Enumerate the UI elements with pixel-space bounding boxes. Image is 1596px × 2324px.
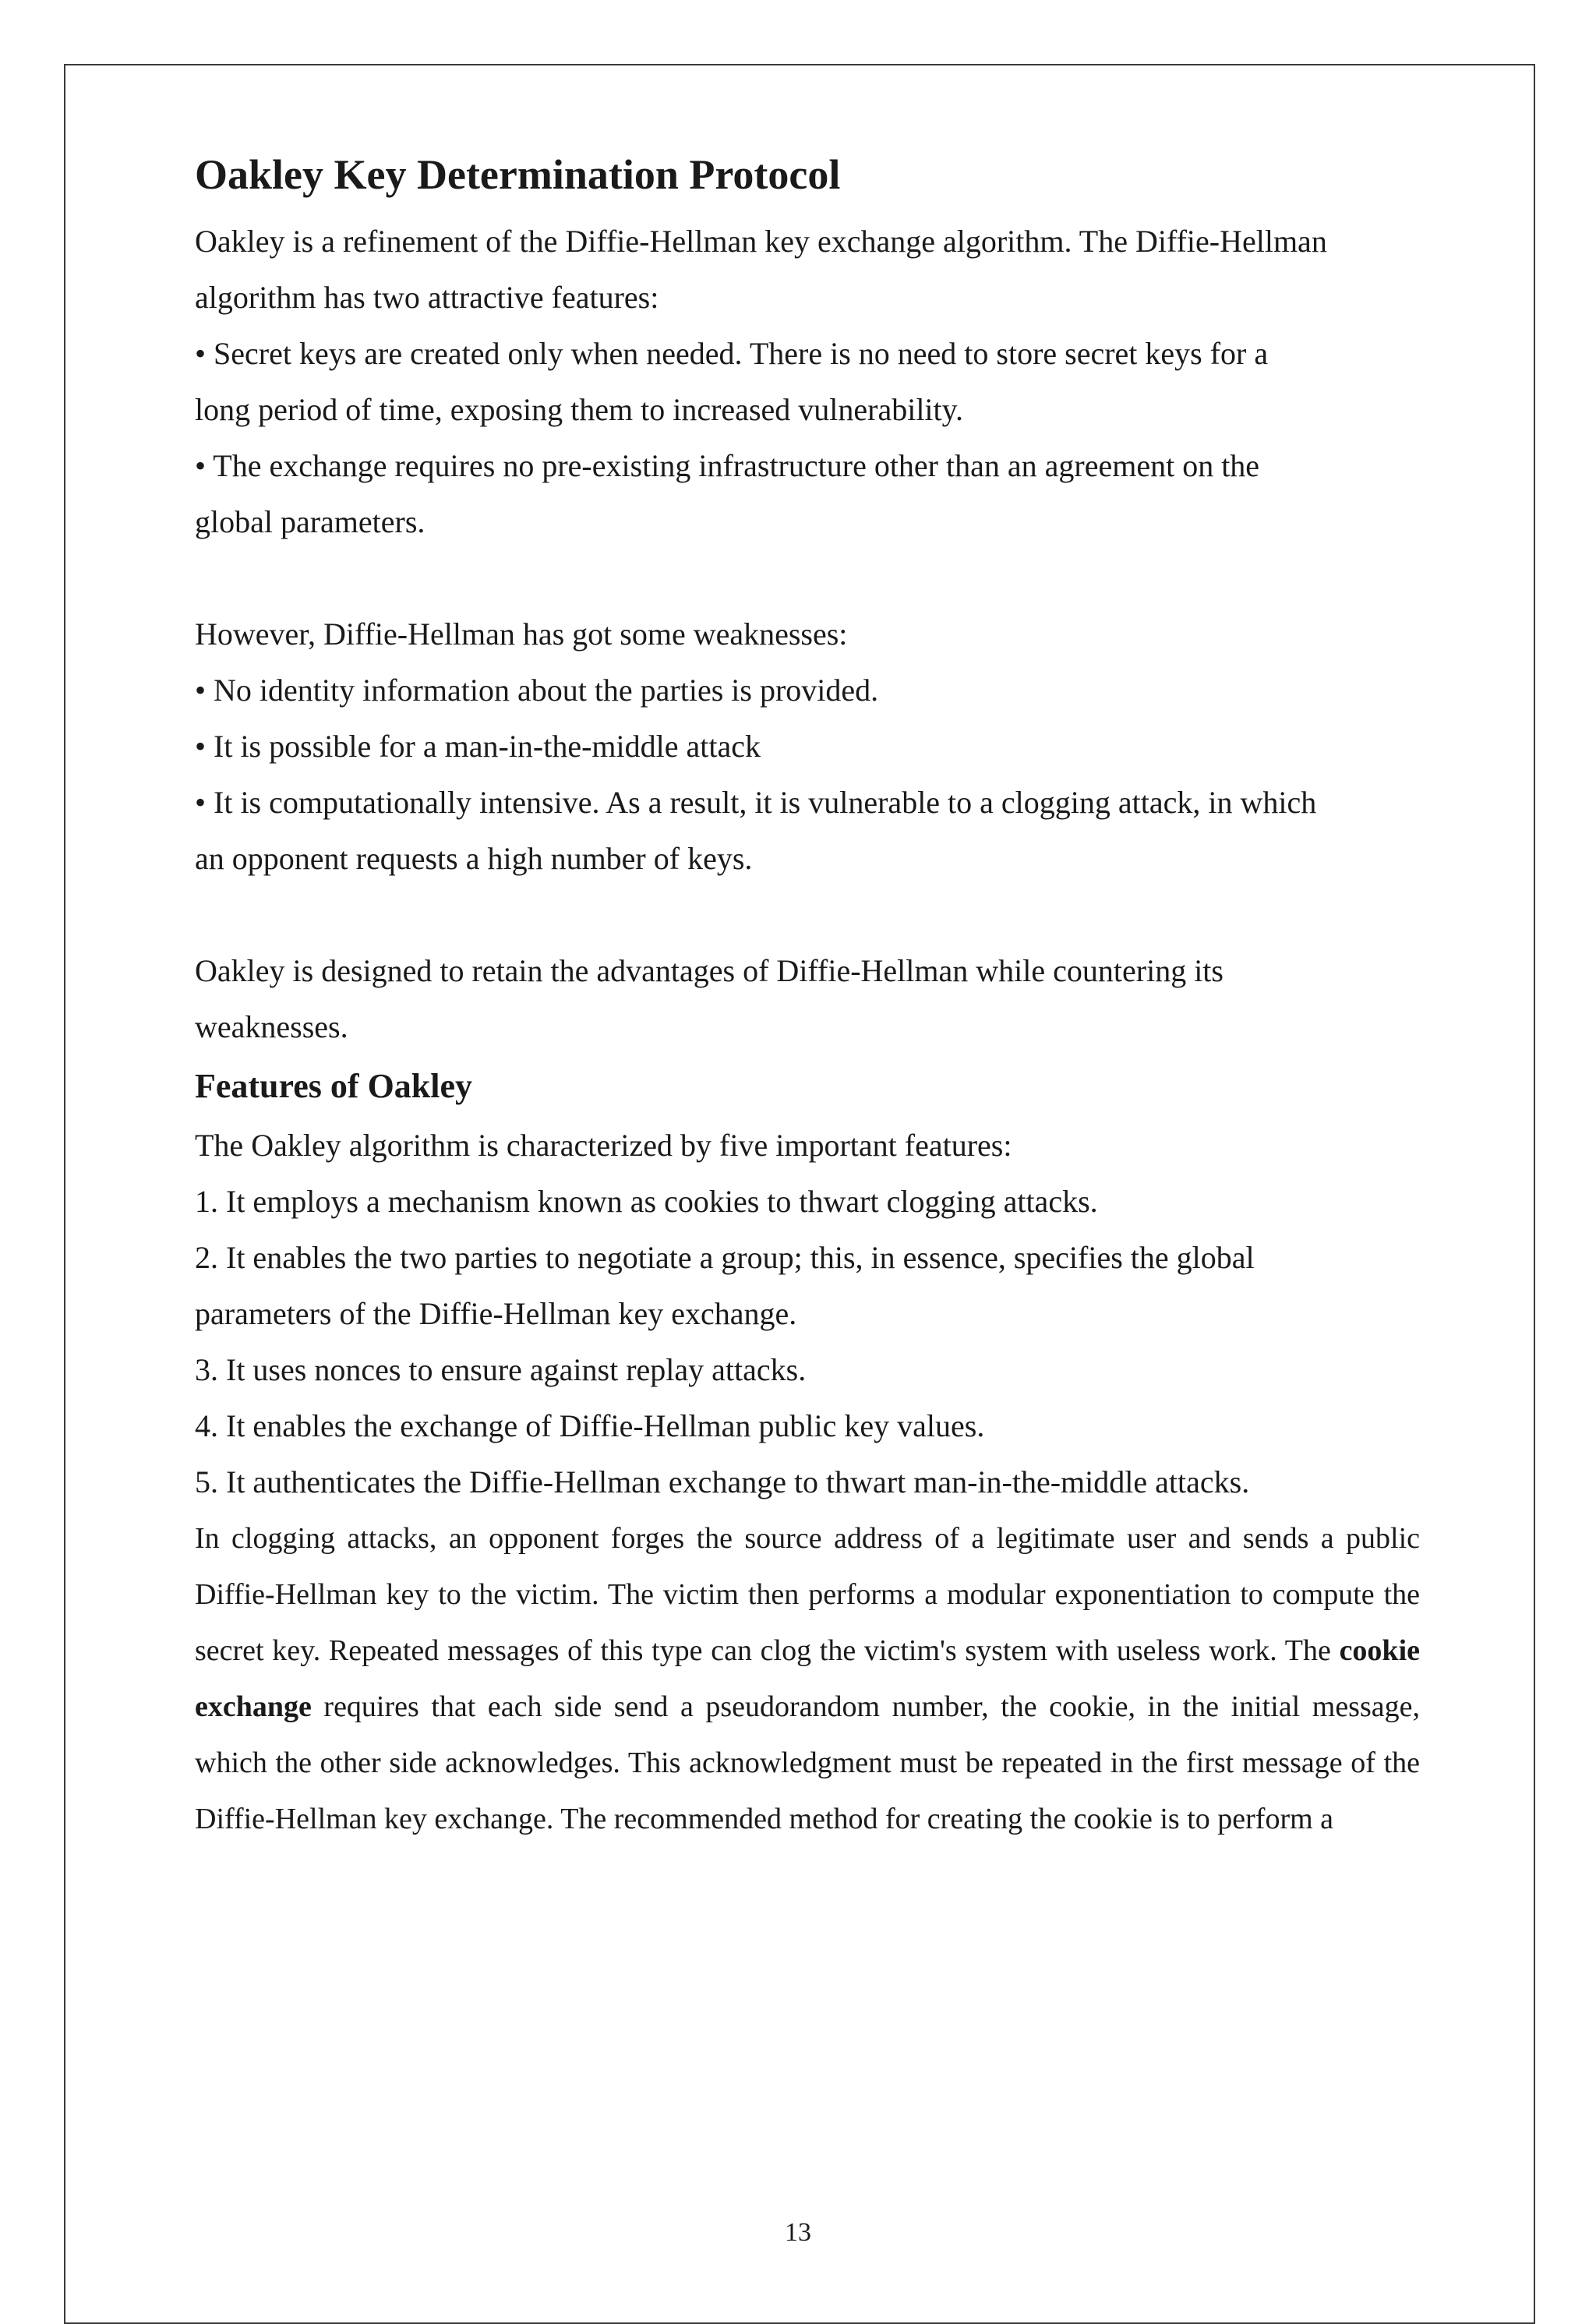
spacer <box>195 550 1420 606</box>
bullet-line: • The exchange requires no pre-existing infrastructure other than an agreement on the <box>195 448 1260 483</box>
weakness-item: • It is possible for a man-in-the-middle attack <box>195 729 761 764</box>
feature-item: 1. It employs a mechanism known as cookies to thwart clogging attacks. <box>195 1184 1098 1219</box>
weakness-item: an opponent requests a high number of keys. <box>195 841 753 876</box>
clogging-paragraph <box>195 1510 1420 1847</box>
bullet-line: long period of time, exposing them to increased vulnerability. <box>195 392 964 427</box>
page-title: Oakley Key Determination Protocol <box>195 151 841 198</box>
cookie-exchange-term: cookie exchange <box>195 1634 1420 1723</box>
clogging-text-part1: In clogging attacks, an opponent forges the source address of a legitimate user and sends a public Diffie-Hellman key to the victim. The victim then performs a modular exponentiation to compute the secret key. Repeated messages of this type can clog the victim's system with useless work. The <box>195 1522 1420 1667</box>
feature-item: parameters of the Diffie-Hellman key exchange. <box>195 1296 797 1331</box>
document-body <box>195 139 1420 1847</box>
design-line: weaknesses. <box>195 1009 348 1044</box>
section-heading: Features of Oakley <box>195 1067 473 1105</box>
page-number: 13 <box>785 2218 811 2247</box>
spacer <box>195 887 1420 943</box>
weakness-item: • It is computationally intensive. As a result, it is vulnerable to a clogging attack, in which <box>195 785 1317 820</box>
feature-item: 4. It enables the exchange of Diffie-Hellman public key values. <box>195 1408 985 1443</box>
clogging-text-part2: requires that each side send a pseudorandom number, the cookie, in the initial message, which the other side acknowledges. This acknowledgment must be repeated in the first message of the Diffie-Hellman key exchange. The recommended method for creating the cookie is to perform a <box>195 1690 1420 1835</box>
design-line: Oakley is designed to retain the advantages of Diffie-Hellman while countering its <box>195 953 1223 988</box>
feature-item: 3. It uses nonces to ensure against replay attacks. <box>195 1352 807 1387</box>
intro-line: algorithm has two attractive features: <box>195 280 659 315</box>
intro-line: Oakley is a refinement of the Diffie-Hellman key exchange algorithm. The Diffie-Hellman <box>195 224 1327 259</box>
weakness-item: • No identity information about the parties is provided. <box>195 673 879 708</box>
feature-item: 2. It enables the two parties to negotiate a group; this, in essence, specifies the global <box>195 1240 1255 1275</box>
weakness-intro: However, Diffie-Hellman has got some weaknesses: <box>195 616 848 652</box>
bullet-line: global parameters. <box>195 504 425 539</box>
feature-item: 5. It authenticates the Diffie-Hellman exchange to thwart man-in-the-middle attacks. <box>195 1464 1250 1499</box>
features-intro: The Oakley algorithm is characterized by five important features: <box>195 1128 1012 1163</box>
bullet-line: • Secret keys are created only when needed. There is no need to store secret keys for a <box>195 336 1269 371</box>
